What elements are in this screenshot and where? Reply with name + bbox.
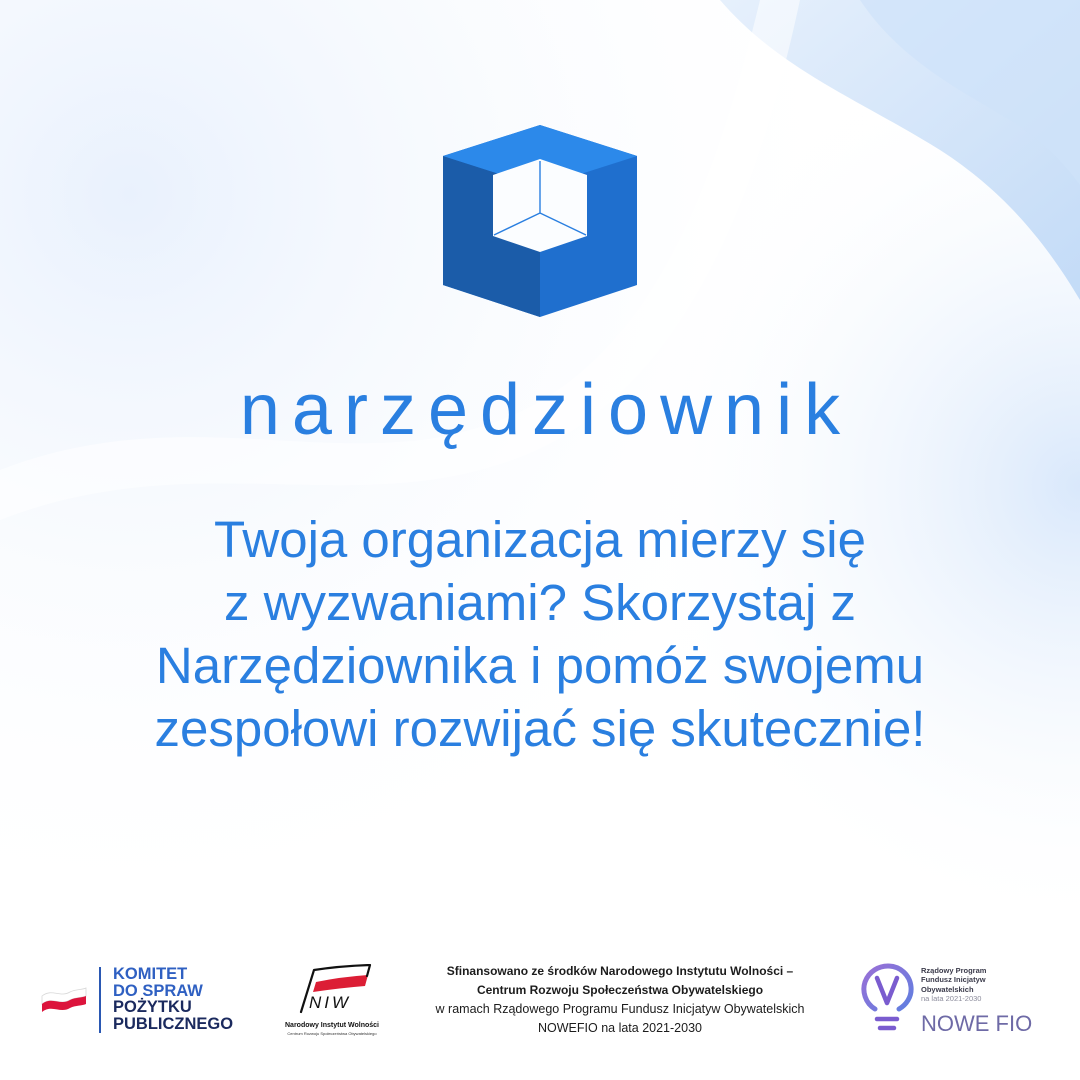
cube-icon	[443, 125, 637, 317]
kpp-line: PUBLICZNEGO	[113, 1015, 234, 1034]
polish-flag-icon	[40, 986, 88, 1014]
fio-line: Rządowy Program	[921, 966, 987, 975]
message-line: zespołowi rozwijać się skutecznie!	[154, 700, 926, 757]
kpp-line: KOMITET	[113, 965, 188, 983]
funding-line: w ramach Rządowego Programu Fundusz Inicjatyw Obywatelskich	[435, 1002, 805, 1016]
fio-name: NOWE FIO	[921, 1011, 1033, 1036]
funding-note	[420, 962, 820, 1038]
niw-subtitle: Centrum Rozwoju Społeczeństwa Obywatelskiego	[287, 1031, 377, 1036]
kpp-line: POŻYTKU	[113, 998, 192, 1017]
lightbulb-icon	[858, 963, 916, 1035]
fio-period: na lata 2021-2030	[921, 993, 982, 1003]
message-line: Narzędziownika i pomóż swojemu	[155, 637, 925, 694]
message-line: Twoja organizacja mierzy się	[214, 511, 866, 568]
funding-line: NOWEFIO na lata 2021-2030	[538, 1021, 702, 1035]
fio-line: Fundusz Inicjatyw	[921, 975, 986, 985]
message-line: z wyzwaniami? Skorzystaj z	[224, 574, 856, 631]
kpp-divider	[99, 967, 101, 1033]
brand-wordmark: narzędziownik	[239, 370, 853, 450]
funding-line: Sfinansowano ze środków Narodowego Instytutu Wolności –	[446, 964, 794, 978]
fio-logo-text	[921, 966, 986, 1003]
promo-message	[0, 508, 1080, 760]
niw-mark: NIW	[309, 993, 352, 1012]
funding-line: Centrum Rozwoju Społeczeństwa Obywatelskiego	[476, 983, 764, 997]
kpp-line: DO SPRAW	[113, 981, 203, 1000]
kpp-logo-text	[113, 966, 233, 1033]
niw-name: Narodowy Instytut Wolności	[285, 1022, 379, 1029]
fio-line: Obywatelskich	[921, 984, 974, 994]
